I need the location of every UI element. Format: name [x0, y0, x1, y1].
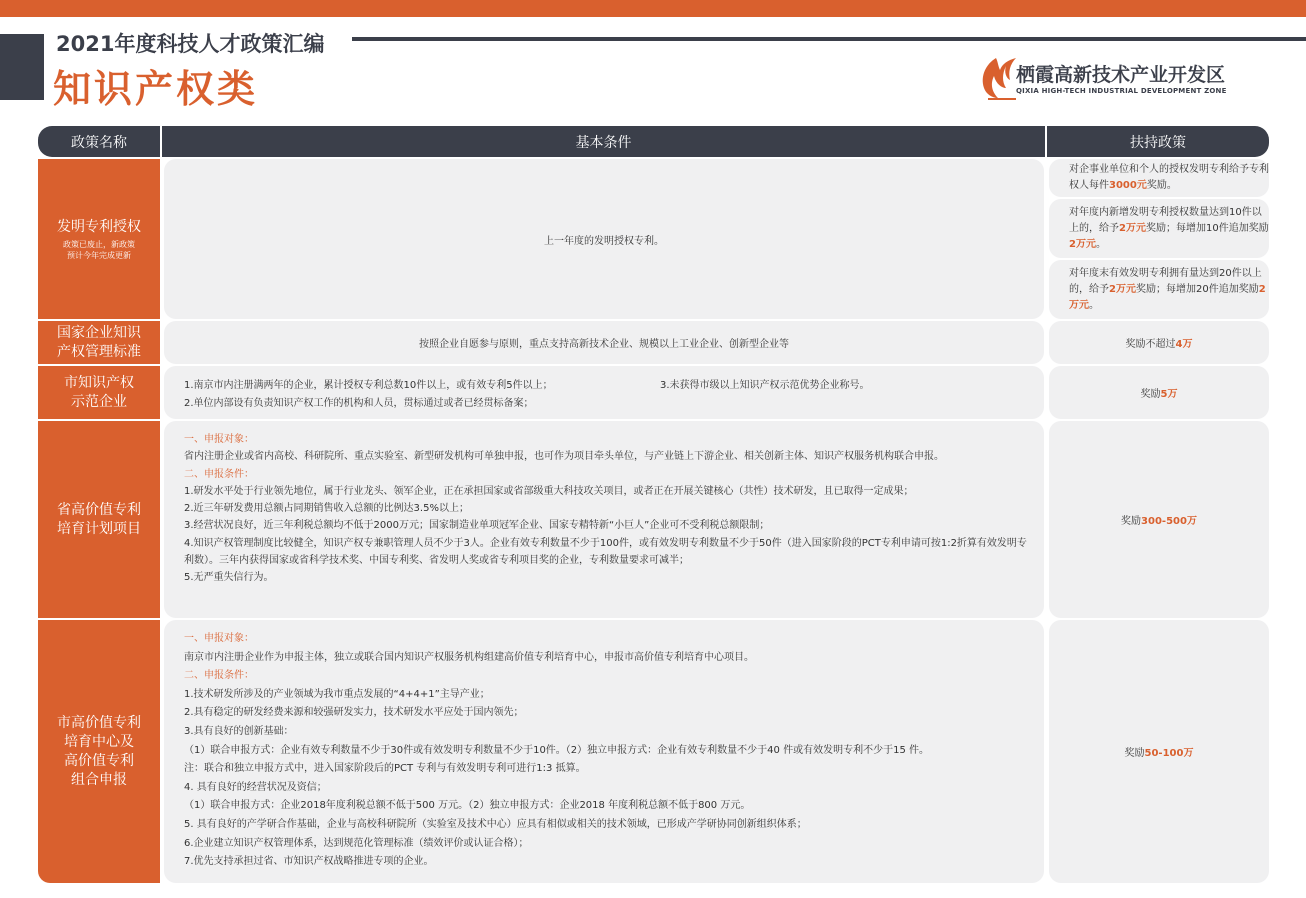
condition-line: 2.具有稳定的研发经费来源和较强研发实力，技术研发水平应处于国内领先； [184, 707, 524, 719]
support-text: 奖励 [1140, 389, 1161, 400]
zone-logo-subtext: QIXIA HIGH-TECH INDUSTRIAL DEVELOPMENT ZONE [1016, 87, 1227, 95]
support-amount: 2万元 [1069, 238, 1096, 250]
support-text: 对年度内新增发明专利授权数量达到10件以上的，给予 [1069, 206, 1262, 234]
condition-line: 6.企业建立知识产权管理体系，达到规范化管理标准（绩效评价或认证合格）； [184, 837, 529, 849]
condition-line: 1.南京市内注册满两年的企业，累计授权专利总数10件以上，或有效专利5件以上； [184, 380, 553, 391]
support-amount: 3000元 [1109, 180, 1147, 191]
title-accent-block [0, 34, 44, 100]
support-cell-demo-enterprise [1049, 366, 1269, 419]
support-amount: 50-100万 [1144, 748, 1194, 759]
support-amount: 4万 [1175, 339, 1193, 350]
policy-name-text: 市知识产权 示范企业 [64, 374, 134, 410]
condition-line: 7.优先支持承担过省、市知识产权战略推进专项的企业。 [184, 856, 434, 868]
condition-line: 南京市内注册企业作为申报主体，独立或联合国内知识产权服务机构组建高价值专利培育中心，申报市高价值专利培育中心项目。 [184, 651, 754, 663]
condition-cell-demo-enterprise [164, 366, 1044, 419]
condition-line: 2.近三年研发费用总额占同期销售收入总额的比例达3.5%以上； [184, 503, 469, 515]
condition-text: 按照企业自愿参与原则，重点支持高新技术企业、规模以上工业企业、创新型企业等 [419, 339, 789, 350]
support-text: 奖励。 [1146, 180, 1177, 191]
support-text: 对年度末有效发明专利拥有量达到20件以上的，给予 [1069, 267, 1262, 295]
condition-heading: 二、申报条件： [184, 468, 254, 480]
condition-line: 4. 具有良好的经营状况及资信； [184, 781, 327, 793]
support-amount: 2万元 [1069, 283, 1266, 311]
support-text: 奖励；每增加10件追加奖励 [1145, 222, 1269, 234]
condition-line: 3.经营状况良好，近三年利税总额均不低于2000万元；国家制造业单项冠军企业、国家专精特新“小巨人”企业可不受利税总额限制； [184, 520, 770, 532]
policy-note: 政策已废止，新政策 预计今年完成更新 [63, 239, 135, 260]
condition-cell-ip-standard [164, 321, 1044, 364]
condition-heading: 一、申报对象： [184, 633, 254, 644]
condition-cell-invention-patent [164, 159, 1044, 319]
support-text: 对企事业单位和个人的授权发明专利给予专利权人每件 [1069, 164, 1269, 191]
condition-line: 注：联合和独立申报方式中，进入国家阶段后的PCT 专利与有效发明专利可进行1:3 抵算。 [184, 763, 586, 775]
support-amount: 2万元 [1109, 283, 1136, 295]
column-header-conditions: 基本条件 [162, 126, 1045, 157]
condition-line: 1.技术研发所涉及的产业领域为我市重点发展的“4+4+1”主导产业； [184, 688, 490, 700]
support-cell-provincial-patent [1049, 421, 1269, 618]
condition-line: 3.未获得市级以上知识产权示范优势企业称号。 [660, 380, 870, 391]
support-cell-ip-standard [1049, 321, 1269, 364]
policy-name-demo-enterprise [38, 366, 160, 419]
support-amount: 5万 [1160, 389, 1178, 400]
condition-line: 4.知识产权管理制度比较健全，知识产权专兼职管理人员不少于3人。企业有效专利数量不少于100件，或有效发明专利数量不少于50件（进入国家阶段的PCT专利申请可按1:2折算有效发明专利数）。三年内获得国家或省科学技术奖、中国专利奖、省发明人奖或省专利项目奖的企业，专利数量要求可减半； [184, 537, 1027, 567]
condition-cell-provincial-patent [164, 421, 1044, 618]
document-year-title: 2021年度科技人才政策汇编 [56, 32, 325, 56]
condition-cell-city-patent-center [164, 620, 1044, 883]
support-text: 奖励；每增加20件追加奖励 [1135, 283, 1259, 295]
condition-line: 3.具有良好的创新基础： [184, 725, 294, 737]
policy-name-city-patent-center [38, 620, 160, 883]
policy-name-text: 省高价值专利 培育计划项目 [57, 501, 141, 537]
support-text: 奖励不超过 [1125, 339, 1176, 350]
policy-name-text: 市高价值专利 培育中心及 高价值专利 组合申报 [57, 714, 141, 788]
support-amount: 2万元 [1119, 222, 1146, 234]
policy-name-invention-patent [38, 159, 160, 319]
condition-line: 2.单位内部设有负责知识产权工作的机构和人员，贯标通过或者已经贯标备案； [184, 398, 534, 409]
policy-name-ip-standard [38, 321, 160, 364]
top-accent-bar [0, 0, 1306, 17]
support-text: 。 [1095, 238, 1106, 250]
condition-line: （1）联合申报方式：企业有效专利数量不少于30件或有效发明专利数量不少于10件。（2）独立申报方式：企业有效专利数量不少于40 件或有效发明专利不少于15 件。 [184, 744, 929, 756]
support-text: 奖励 [1124, 748, 1145, 759]
title-divider-line [352, 37, 1306, 41]
condition-heading: 二、申报条件： [184, 670, 254, 682]
support-amount: 300-500万 [1141, 516, 1197, 527]
condition-line: 5.无严重失信行为。 [184, 572, 274, 584]
column-header-policy-name: 政策名称 [38, 126, 160, 157]
condition-text: 上一年度的发明授权专利。 [544, 235, 664, 247]
policy-name-text: 国家企业知识 产权管理标准 [57, 324, 141, 360]
condition-heading: 一、申报对象： [184, 434, 254, 445]
support-cell-1b [1049, 199, 1269, 258]
policy-name-text: 发明专利授权 [57, 218, 141, 235]
policy-name-provincial-patent [38, 421, 160, 618]
column-header-support: 扶持政策 [1047, 126, 1269, 157]
zone-logo-text: 栖霞高新技术产业开发区 [1016, 64, 1226, 86]
condition-line: 省内注册企业或省内高校、科研院所、重点实验室、新型研发机构可单独申报，也可作为项目牵头单位，与产业链上下游企业、相关创新主体、知识产权服务机构联合申报。 [184, 451, 944, 463]
condition-line: 5. 具有良好的产学研合作基础，企业与高校科研院所（实验室及技术中心）应具有相似或相关的技术领域，已形成产学研协同创新组织体系； [184, 818, 807, 830]
support-cell-1a [1049, 159, 1269, 197]
condition-line: （1）联合申报方式：企业2018年度利税总额不低于500 万元。（2）独立申报方式：企业2018 年度利税总额不低于800 万元。 [184, 800, 751, 812]
support-cell-1c [1049, 260, 1269, 319]
support-cell-city-patent-center [1049, 620, 1269, 883]
support-text: 奖励 [1121, 516, 1142, 527]
support-text: 。 [1089, 299, 1099, 311]
condition-line: 1.研发水平处于行业领先地位，属于行业龙头、领军企业，正在承担国家或省部级重大科技攻关项目，或者正在开展关键核心（共性）技术研发，且已取得一定成果； [184, 485, 914, 497]
document-main-title: 知识产权类 [53, 67, 259, 111]
